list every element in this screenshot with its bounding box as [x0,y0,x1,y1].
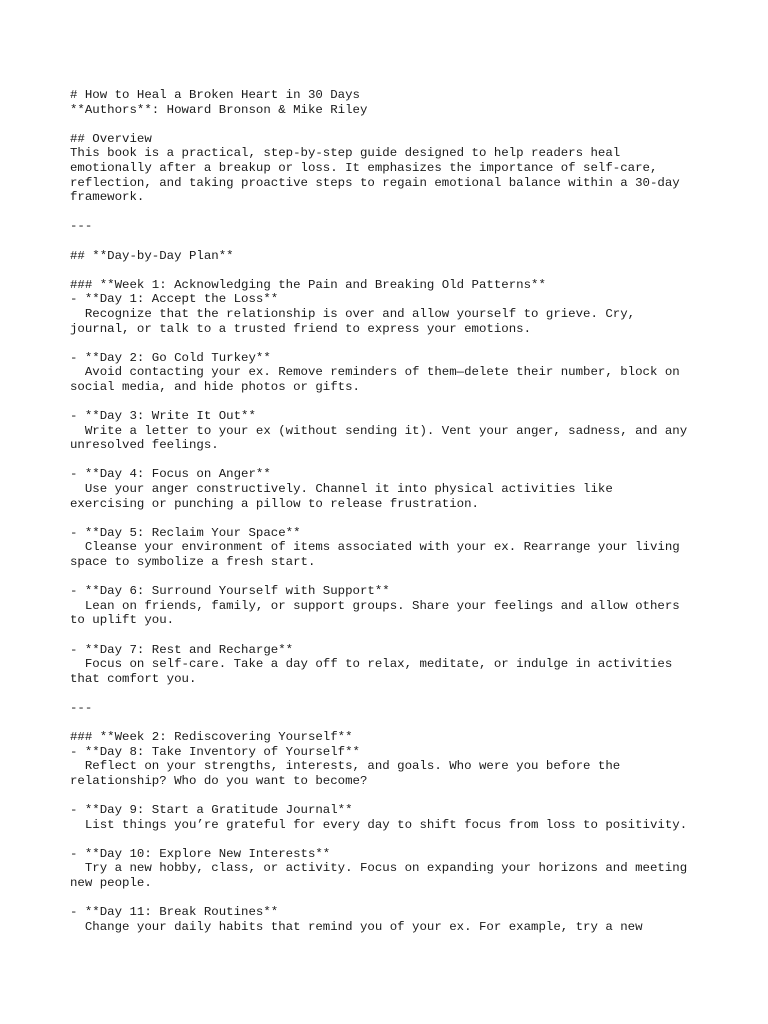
text-line: - **Day 9: Start a Gratitude Journal** [70,803,353,818]
text-line: - **Day 1: Accept the Loss** [70,292,279,307]
text-line: reflection, and taking proactive steps to regain emotional balance within a 30-day [70,175,680,190]
text-line: new people. [70,876,152,891]
blank-line [70,453,750,468]
text-line: exercising or punching a pillow to release frustration. [70,496,479,511]
text-line: # How to Heal a Broken Heart in 30 Days [70,88,360,102]
text-line: ## Overview [70,131,152,146]
text-line: to uplift you. [70,613,175,628]
text-line: social media, and hide photos or gifts. [70,379,360,394]
text-line: List things you’re grateful for every day to shift focus from loss to positivity. [70,817,688,832]
text-line: journal, or talk to a trusted friend to express your emotions. [70,321,532,336]
text-line: - **Day 10: Explore New Interests** [70,846,331,861]
text-line: that comfort you. [70,671,197,686]
blank-line [70,789,750,804]
blank-line [70,628,750,643]
text-line: ### **Week 2: Rediscovering Yourself** [70,730,353,745]
text-line: Change your daily habits that remind you of your ex. For example, try a new [70,919,643,934]
text-line: **Authors**: Howard Bronson & Mike Riley [70,102,368,117]
text-line: ## **Day-by-Day Plan** [70,248,234,263]
text-line: Lean on friends, family, or support groups. Share your feelings and allow others [70,598,680,613]
text-line: - **Day 2: Go Cold Turkey** [70,350,271,365]
blank-line [70,891,750,906]
text-line: --- [70,700,93,715]
blank-line [70,234,750,249]
text-line: Avoid contacting your ex. Remove reminders of them—delete their number, block on [70,365,680,380]
blank-line [70,511,750,526]
text-line: - **Day 5: Reclaim Your Space** [70,525,301,540]
text-line: --- [70,219,93,234]
text-line: Try a new hobby, class, or activity. Focus on expanding your horizons and meeting [70,861,688,876]
text-line: unresolved feelings. [70,438,219,453]
text-line: Focus on self-care. Take a day off to relax, meditate, or indulge in activities [70,657,673,672]
text-line: - **Day 4: Focus on Anger** [70,467,271,482]
text-line: - **Day 11: Break Routines** [70,905,279,920]
text-line: - **Day 8: Take Inventory of Yourself** [70,744,360,759]
blank-line [70,263,750,278]
text-line: Reflect on your strengths, interests, and goals. Who were you before the [70,759,621,774]
text-line: space to symbolize a fresh start. [70,555,316,569]
text-line: Recognize that the relationship is over and allow yourself to grieve. Cry, [70,306,636,321]
text-line: Use your anger constructively. Channel it into physical activities like [70,482,613,497]
blank-line [70,117,750,132]
text-line: emotionally after a breakup or loss. It emphasizes the importance of self-care, [70,160,658,175]
blank-line [70,686,750,701]
blank-line [70,832,750,847]
text-line: - **Day 6: Surround Yourself with Support** [70,584,390,599]
text-line: ### **Week 1: Acknowledging the Pain and Breaking Old Patterns** [70,277,546,292]
text-line: Write a letter to your ex (without sending it). Vent your anger, sadness, and any [70,423,688,438]
text-line: relationship? Who do you want to become? [70,773,368,788]
document-page [70,88,750,934]
text-line: Cleanse your environment of items associated with your ex. Rearrange your living [70,540,680,555]
text-line: - **Day 3: Write It Out** [70,409,256,424]
blank-line [70,205,750,220]
blank-line [70,394,750,409]
blank-line [70,570,750,585]
text-line: This book is a practical, step-by-step guide designed to help readers heal [70,146,621,161]
blank-line [70,716,750,731]
text-line: - **Day 7: Rest and Recharge** [70,642,294,657]
blank-line [70,336,750,351]
text-line: framework. [70,190,145,205]
